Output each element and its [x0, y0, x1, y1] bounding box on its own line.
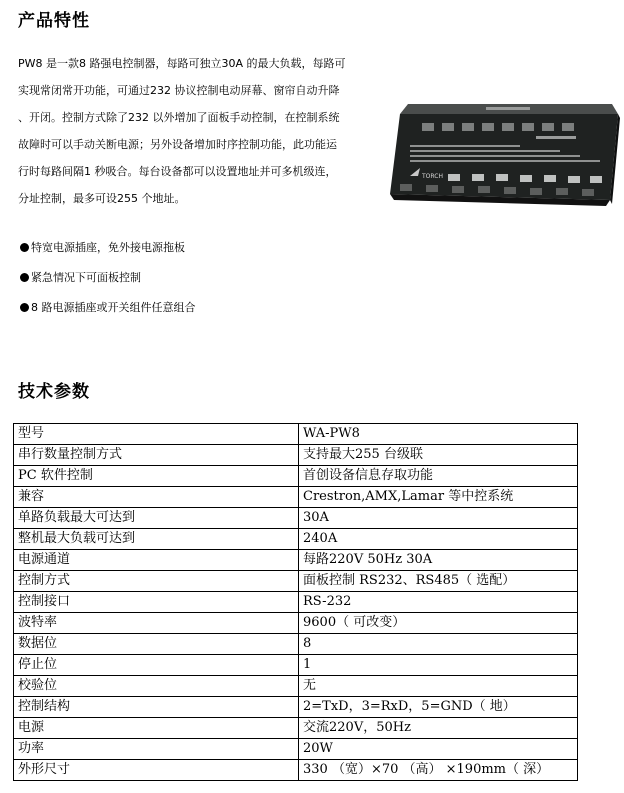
spec-name: 数据位	[14, 634, 299, 655]
device-photo	[386, 98, 620, 210]
spec-name: 控制接口	[14, 592, 299, 613]
table-row	[14, 655, 578, 676]
table-row	[14, 697, 578, 718]
table-row	[14, 445, 578, 466]
spec-name: 校验位	[14, 676, 299, 697]
table-row	[14, 487, 578, 508]
spec-name: 控制方式	[14, 571, 299, 592]
spec-value: 无	[299, 676, 578, 697]
features-title: 产品特性	[18, 11, 90, 31]
table-row	[14, 550, 578, 571]
intro-line: 故障时可以手动关断电源；另外设备增加时序控制功能，此功能运	[18, 138, 337, 151]
spec-value: 交流220V，50Hz	[299, 718, 578, 739]
spec-name: 功率	[14, 739, 299, 760]
spec-value: 9600（ 可改变）	[299, 613, 578, 634]
spec-value: 面板控制 RS232、RS485（ 选配）	[299, 571, 578, 592]
table-row	[14, 529, 578, 550]
table-row	[14, 508, 578, 529]
intro-line: 实现常闭常开功能，可通过232 协议控制电动屏幕、窗帘自动升降	[18, 84, 340, 97]
feature-item: 紧急情况下可面板控制	[20, 263, 196, 293]
spec-name: 型号	[14, 424, 299, 445]
table-row	[14, 739, 578, 760]
table-row	[14, 634, 578, 655]
spec-name: 外形尺寸	[14, 760, 299, 781]
spec-value: Crestron,AMX,Lamar 等中控系统	[299, 487, 578, 508]
table-row	[14, 676, 578, 697]
spec-value: RS-232	[299, 592, 578, 613]
spec-name: PC 软件控制	[14, 466, 299, 487]
spec-name: 波特率	[14, 613, 299, 634]
spec-name: 兼容	[14, 487, 299, 508]
intro-line: 行时每路间隔1 秒吸合。每台设备都可以设置地址并可多机级连，	[18, 165, 337, 178]
table-row	[14, 718, 578, 739]
intro-line: 分址控制，最多可设255 个地址。	[18, 192, 186, 205]
spec-value: 2=TxD，3=RxD，5=GND（ 地）	[299, 697, 578, 718]
spec-value: 支持最大255 台级联	[299, 445, 578, 466]
spec-name: 控制结构	[14, 697, 299, 718]
spec-value: 30A	[299, 508, 578, 529]
specs-table	[13, 423, 578, 781]
spec-value: 每路220V 50Hz 30A	[299, 550, 578, 571]
specs-title: 技术参数	[18, 382, 90, 402]
spec-name: 电源	[14, 718, 299, 739]
feature-list	[20, 233, 196, 323]
device-logo: TORCH	[422, 173, 443, 180]
spec-value: 330 （宽）×70 （高） ×190mm（ 深）	[299, 760, 578, 781]
bullet-icon	[20, 303, 29, 312]
table-row	[14, 592, 578, 613]
intro-line: PW8 是一款8 路强电控制器，每路可独立30A 的最大负载，每路可	[18, 57, 346, 70]
intro-line: 、开闭。控制方式除了232 以外增加了面板手动控制，在控制系统	[18, 111, 340, 124]
spec-value: 20W	[299, 739, 578, 760]
table-row	[14, 424, 578, 445]
feature-item: 8 路电源插座或开关组件任意组合	[20, 293, 196, 323]
spec-name: 停止位	[14, 655, 299, 676]
spec-name: 整机最大负载可达到	[14, 529, 299, 550]
feature-item: 特宽电源插座，免外接电源拖板	[20, 233, 196, 263]
bullet-icon	[20, 243, 29, 252]
spec-value: 首创设备信息存取功能	[299, 466, 578, 487]
bullet-icon	[20, 273, 29, 282]
spec-value: 240A	[299, 529, 578, 550]
table-row	[14, 760, 578, 781]
intro-paragraph	[18, 50, 378, 212]
spec-name: 串行数量控制方式	[14, 445, 299, 466]
spec-name: 单路负载最大可达到	[14, 508, 299, 529]
spec-name: 电源通道	[14, 550, 299, 571]
table-row	[14, 466, 578, 487]
table-row	[14, 613, 578, 634]
spec-value: 1	[299, 655, 578, 676]
spec-value: WA-PW8	[299, 424, 578, 445]
table-row	[14, 571, 578, 592]
spec-value: 8	[299, 634, 578, 655]
